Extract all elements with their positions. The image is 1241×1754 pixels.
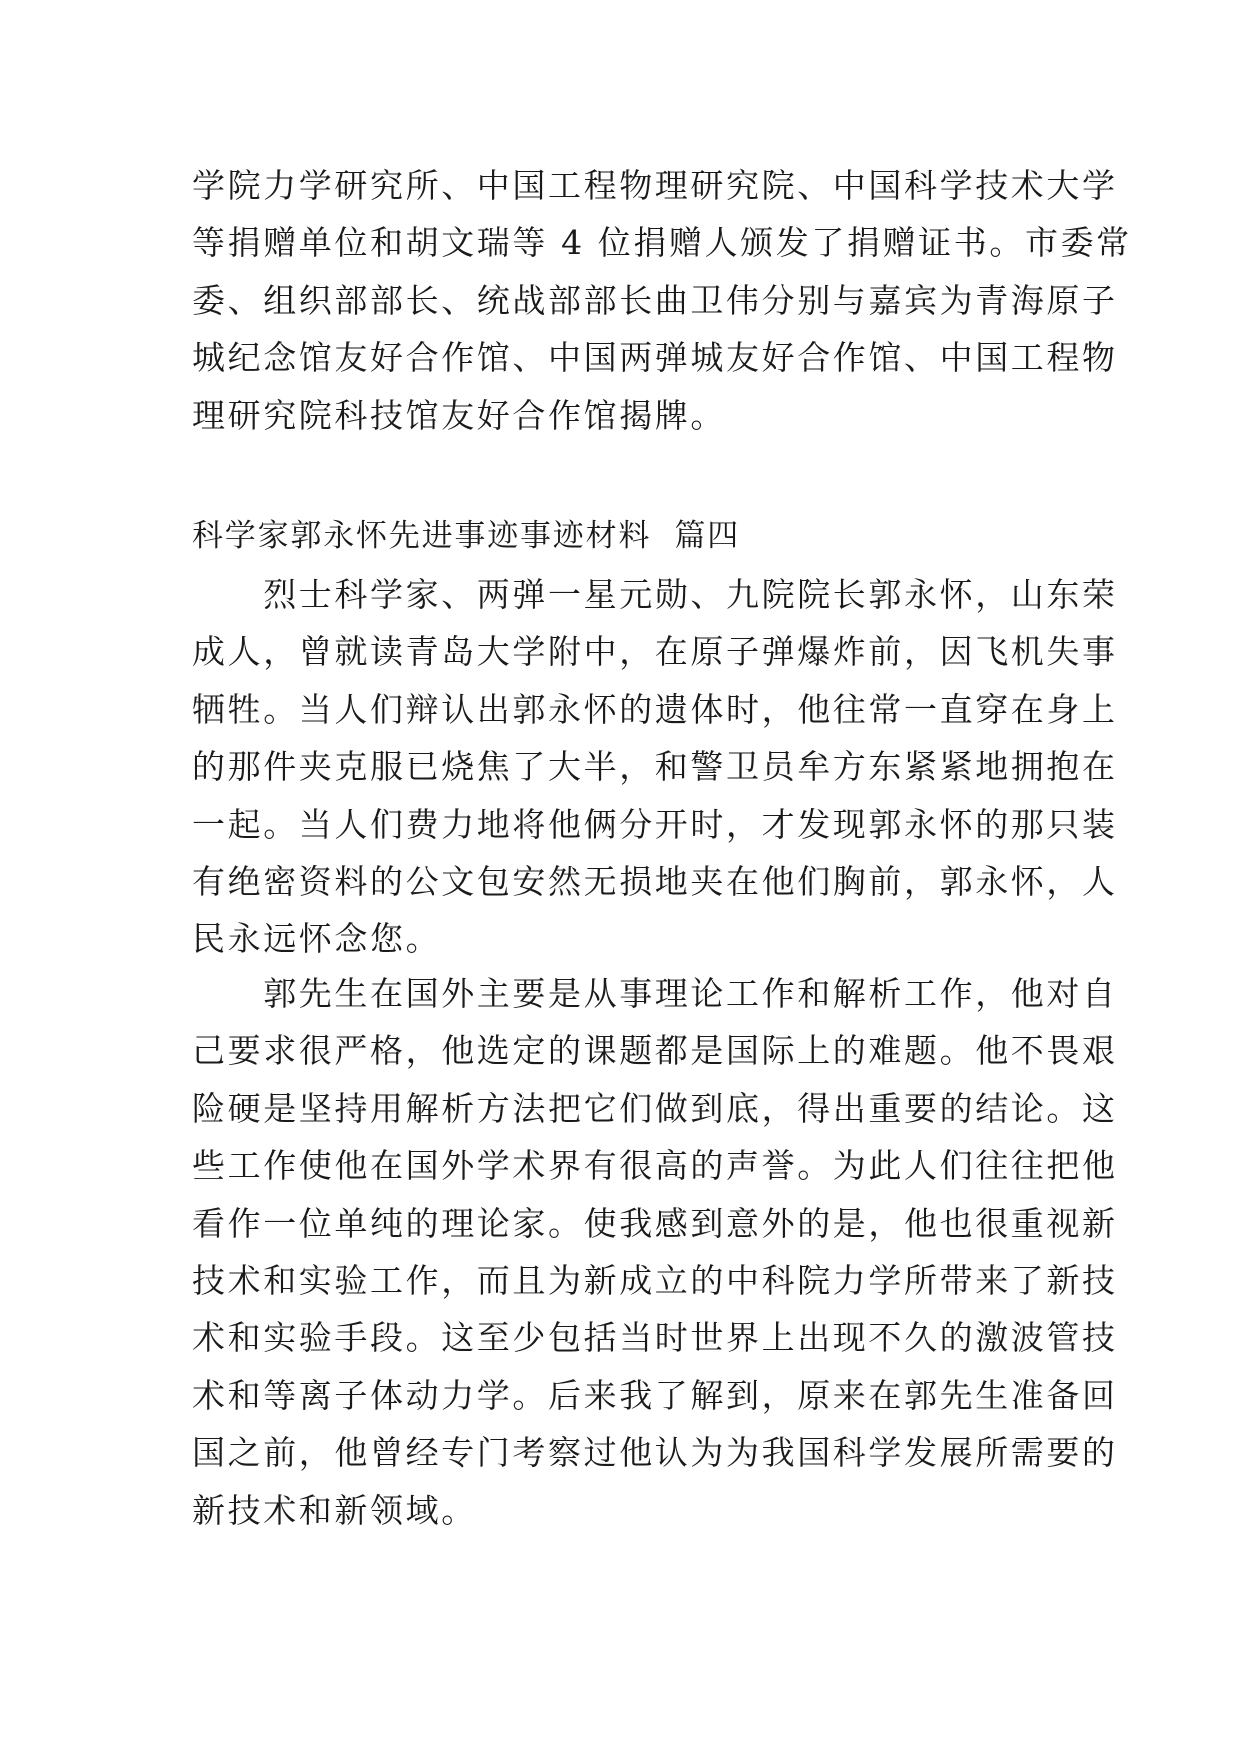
paragraph-research-work	[192, 965, 1118, 1539]
text-line: 牺牲。当人们辩认出郭永怀的遗体时，他往常一直穿在身上	[192, 689, 1118, 729]
paragraph-continuation	[192, 157, 1132, 444]
text-line: 成人，曾就读青岛大学附中，在原子弹爆炸前，因飞机失事	[192, 632, 1118, 672]
text-line: 一起。当人们费力地将他俩分开时，才发现郭永怀的那只装	[192, 804, 1118, 844]
text-line: 理研究院科技馆友好合作馆揭牌。	[192, 395, 726, 435]
text-line: 民永远怀念您。	[192, 919, 442, 959]
text-line: 看作一位单纯的理论家。使我感到意外的是，他也很重视新	[192, 1203, 1118, 1243]
text-line: 己要求很严格，他选定的课题都是国际上的难题。他不畏艰	[192, 1031, 1118, 1071]
text-line: 郭先生在国外主要是从事理论工作和解析工作，他对自	[192, 974, 1118, 1013]
text-line: 委、组织部部长、统战部部长曲卫伟分别与嘉宾为青海原子	[192, 280, 1118, 320]
text-line: 等捐赠单位和胡文瑞等 4 位捐赠人颁发了捐赠证书。市委常	[192, 223, 1132, 263]
text-line: 学院力学研究所、中国工程物理研究院、中国科学技术大学	[192, 166, 1118, 205]
text-line: 险硬是坚持用解析方法把它们做到底，得出重要的结论。这	[192, 1088, 1118, 1128]
text-line: 些工作使他在国外学术界有很高的声誉。为此人们往往把他	[192, 1146, 1118, 1186]
text-line: 术和等离子体动力学。后来我了解到，原来在郭先生准备回	[192, 1375, 1118, 1415]
section-heading	[192, 508, 1054, 565]
section-heading-text: 科学家郭永怀先进事迹事迹材料 篇四	[192, 518, 741, 554]
paragraph-guo-yonghuai-sacrifice	[192, 566, 1118, 968]
text-line: 的那件夹克服已烧焦了大半，和警卫员牟方东紧紧地拥抱在	[192, 747, 1118, 787]
text-line: 术和实验手段。这至少包括当时世界上出现不久的激波管技	[192, 1318, 1118, 1358]
text-line: 有绝密资料的公文包安然无损地夹在他们胸前，郭永怀，人	[192, 861, 1118, 901]
text-line: 国之前，他曾经专门考察过他认为为我国科学发展所需要的	[192, 1433, 1118, 1473]
text-line: 技术和实验工作，而且为新成立的中科院力学所带来了新技	[192, 1260, 1118, 1300]
text-line: 城纪念馆友好合作馆、中国两弹城友好合作馆、中国工程物	[192, 338, 1118, 378]
text-line: 新技术和新领域。	[192, 1490, 477, 1530]
text-line: 烈士科学家、两弹一星元勋、九院院长郭永怀，山东荣	[192, 575, 1118, 614]
